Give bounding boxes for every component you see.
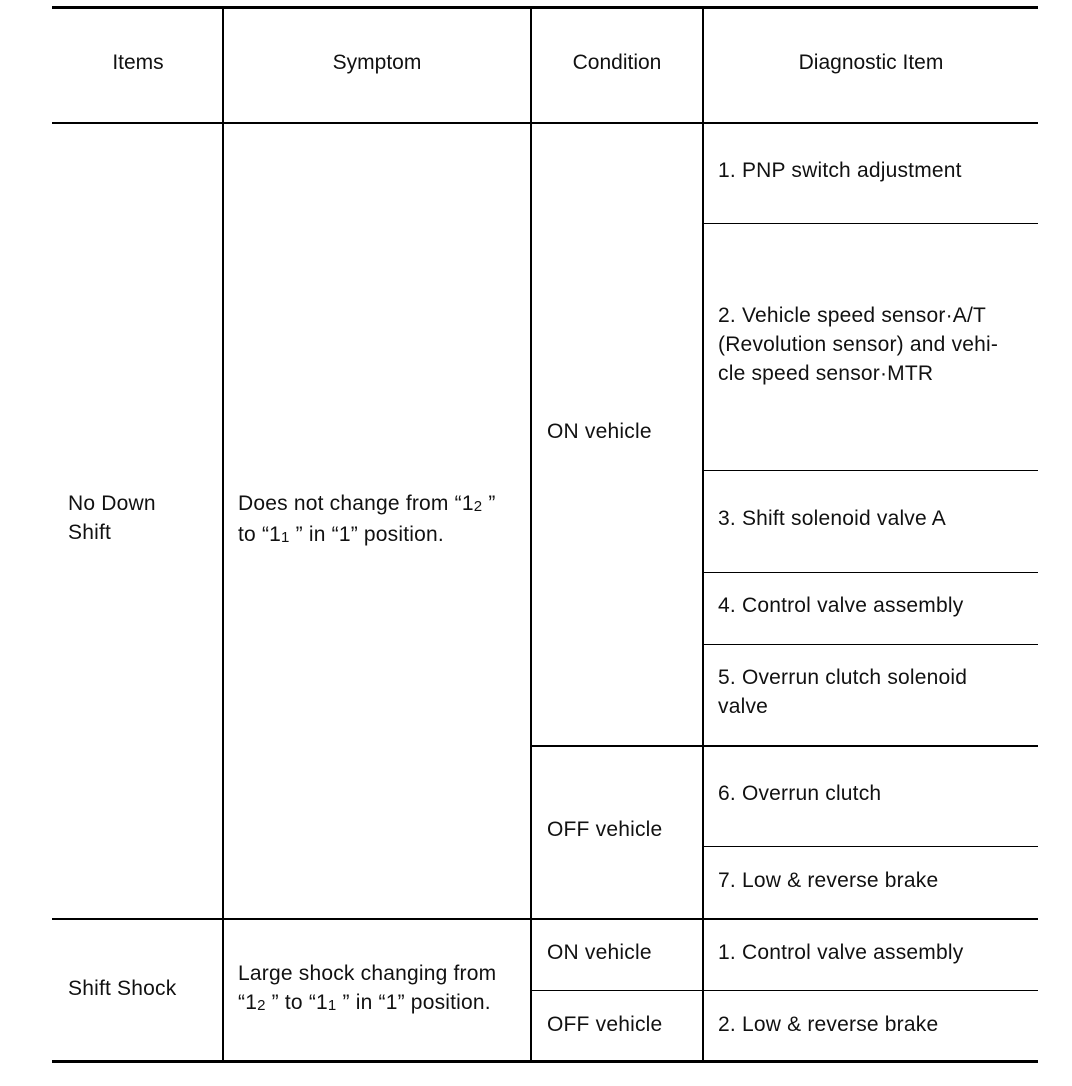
row-divider [702,572,1038,573]
column-divider [222,8,224,1062]
diagnostic-item [718,301,998,388]
condition-divider [530,990,1038,991]
diagnostic-line: valve [718,695,769,718]
condition-off-vehicle: OFF vehicle [547,1013,663,1036]
header-symptom: Symptom [332,51,422,74]
top-border [52,6,1038,9]
diagnostic-item: 7. Low & reverse brake [718,869,939,892]
column-divider [530,8,532,1062]
diagnostic-line: (Revolution sensor) and vehi- [718,333,999,356]
header-divider [52,122,1038,124]
header-items: Items [112,51,164,74]
row-divider [702,223,1038,224]
symptom-line: Does not change from “$1_2$ ” [238,492,496,515]
row-divider [702,846,1038,847]
item-line: No Down [68,492,156,515]
bottom-border [52,1060,1038,1063]
condition-on-vehicle: ON vehicle [547,941,652,964]
diagnostic-item: 4. Control valve assembly [718,594,964,617]
item-line: Shift [68,521,112,544]
symptom-line: Large shock changing from [238,962,497,985]
symptom-line: “$1_2$ ” to “$1_1$ ” in “1” position. [238,991,491,1014]
diagnostic-line: cle speed sensor·MTR [718,362,934,385]
symptom-no-down-shift [238,489,496,551]
header-condition: Condition [572,51,662,74]
diagnostic-item: 2. Low & reverse brake [718,1013,939,1036]
diagnostic-item: 1. PNP switch adjustment [718,159,962,182]
condition-off-vehicle: OFF vehicle [547,818,663,841]
condition-on-vehicle: ON vehicle [547,420,652,443]
diagnostic-line: 2. Vehicle speed sensor·A/T [718,304,987,327]
diagnostic-item: 6. Overrun clutch [718,782,882,805]
condition-divider [530,745,1038,747]
diagnostic-line: 5. Overrun clutch solenoid [718,666,968,689]
row-divider [702,470,1038,471]
row-divider [702,644,1038,645]
symptom-shift-shock [238,959,496,1019]
header-diagnostic-item: Diagnostic Item [798,51,944,74]
item-no-down-shift [68,489,156,547]
column-divider [702,8,704,1062]
symptom-line: to “$1_1$ ” in “1” position. [238,523,444,546]
diagnostic-item [718,663,967,721]
diagnostic-item: 1. Control valve assembly [718,941,964,964]
section-divider [52,918,1038,920]
diagnostic-item: 3. Shift solenoid valve A [718,507,946,530]
item-shift-shock: Shift Shock [68,977,177,1000]
